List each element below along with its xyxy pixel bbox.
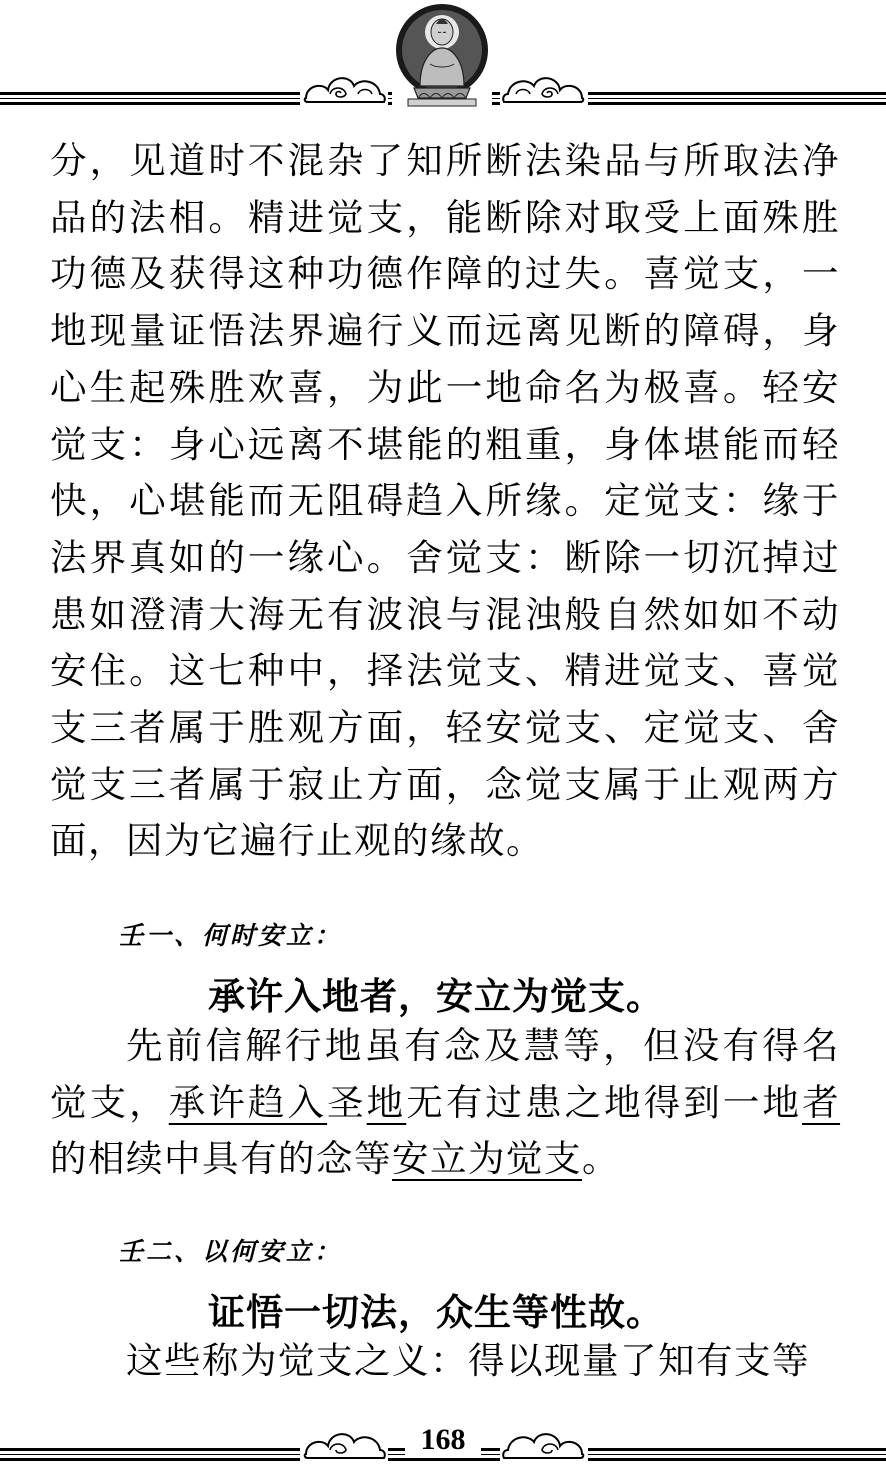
section-heading: 壬二、以何安立： bbox=[118, 1237, 343, 1266]
buddha-medallion-icon bbox=[392, 2, 492, 108]
commentary-paragraph: 这些称为觉支之义：得以现量了知有支等 bbox=[126, 1339, 810, 1382]
underlined-verse-word: 安立为觉支 bbox=[392, 1137, 582, 1181]
root-verse: 承许入地者，安立为觉支。 bbox=[208, 975, 664, 1018]
commentary-text: 的相续中具有的念等 bbox=[50, 1137, 392, 1181]
commentary-paragraph bbox=[50, 1018, 840, 1188]
commentary-text: 圣 bbox=[327, 1080, 367, 1124]
underlined-verse-word: 地 bbox=[366, 1080, 407, 1124]
cloud-ornament-icon bbox=[500, 64, 588, 108]
header-ornament bbox=[0, 0, 886, 125]
commentary-text: 先前信解行地虽有念及慧等，但没有得名觉支， bbox=[50, 1024, 840, 1124]
page-number: 168 bbox=[405, 1422, 481, 1458]
body-paragraph: 分，见道时不混杂了知所断法染品与所取法净品的法相。精进觉支，能断除对取受上面殊胜功德及获得这种功德作障的过失。喜觉支，一地现量证悟法界遍行义而远离见断的障碍，身心生起殊胜欢喜，为此一地命名为极喜。轻安觉支：身心远离不堪能的粗重，身体堪能而轻快，心堪能而无阻碍趋入所缘。定觉支：缘于法界真如的一缘心。舍觉支：断除一切沉掉过患如澄清大海无有波浪与混浊般自然如如不动安住。这七种中，择法觉支、精进觉支、喜觉支三者属于胜观方面，轻安觉支、定觉支、舍觉支三者属于寂止方面，念觉支属于止观两方面，因为它遍行止观的缘故。 bbox=[50, 139, 840, 863]
underlined-verse-word: 承许趋入 bbox=[168, 1080, 328, 1124]
section-heading: 壬一、何时安立： bbox=[118, 921, 343, 950]
root-verse: 证悟一切法，众生等性故。 bbox=[208, 1291, 664, 1334]
cloud-ornament-icon bbox=[300, 1422, 388, 1462]
cloud-ornament-icon bbox=[500, 1422, 588, 1462]
commentary-text: 。 bbox=[582, 1137, 620, 1181]
underlined-verse-word: 者 bbox=[802, 1080, 841, 1124]
commentary-text: 无有过患之地得到一地 bbox=[406, 1080, 803, 1124]
cloud-ornament-icon bbox=[300, 64, 388, 108]
